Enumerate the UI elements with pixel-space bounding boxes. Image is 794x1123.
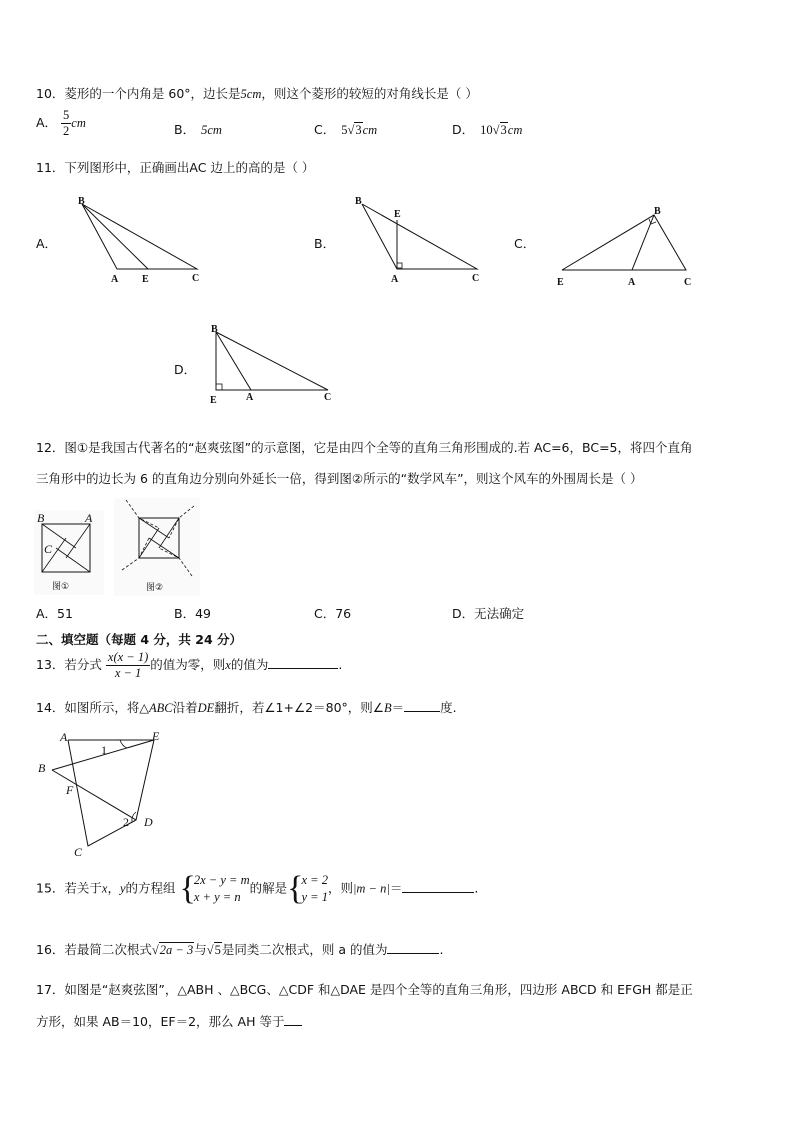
svg-text:C: C [324,392,332,403]
q13-answer-blank[interactable] [268,656,338,669]
q11-option-b-label[interactable]: B． [314,236,336,251]
svg-text:A: A [628,277,636,288]
svg-text:A: A [246,392,254,403]
svg-text:B: B [654,206,661,217]
q13-fraction: $\frac{x(x - 1)}{x - 1}$ [107,650,149,680]
q15-answer-blank[interactable] [402,880,474,893]
q10-stem: 10．菱形的一个内角是 60°，边长是5cm，则这个菱形的较短的对角线长是（ ） [36,86,478,101]
svg-text:C: C [684,277,692,288]
svg-text:B: B [211,324,218,335]
svg-text:E: E [152,729,160,743]
svg-text:图①: 图① [52,582,70,592]
svg-text:B: B [37,511,45,525]
q10-option-d[interactable]: D． 10√3cm [452,122,523,137]
q15: 15．若关于x，y的方程组 { 2x − y = m x + y = n 的解是{ x = 2 y = 1 ，则|m − n|＝ . [36,870,479,907]
q12-option-c[interactable]: C．76 [314,606,352,621]
q12-stem-line1: 12．图①是我国古代著名的“赵爽弦图”的示意图，它是由四个全等的直角三角形围成的.若 AC=6，BC=5，将四个直角 [36,440,693,455]
q16-answer-blank[interactable] [387,941,439,954]
svg-text:B: B [38,761,46,775]
svg-text:E: E [557,277,564,288]
q17-stem-line1: 17．如图是“赵爽弦图”，△ABH 、△BCG、△CDF 和△DAE 是四个全等的直角三角形，四边形 ABCD 和 EFGH 都是正 [36,982,693,997]
q12-option-a[interactable]: A．51 [36,606,73,621]
svg-text:1: 1 [101,743,107,757]
q17-stem-line2: 方形，如果 AB＝10，EF＝2，那么 AH 等于 [36,1012,302,1030]
svg-text:A: A [85,511,93,525]
q15-solution: x = 2 y = 1 [301,873,328,904]
svg-text:E: E [210,395,217,406]
svg-text:E: E [394,209,401,220]
q11-option-c-label[interactable]: C． [514,236,536,251]
svg-text:B: B [78,196,85,207]
q10-option-c[interactable]: C． 5√3cm [314,122,378,137]
svg-text:C: C [44,542,53,556]
q11-figure-b [350,192,490,292]
svg-text:A: A [60,730,68,744]
q11-option-d-label[interactable]: D． [174,362,197,377]
q10-option-a-fraction: $\frac{5}{2}$ [63,108,70,138]
q11-figure-a [70,192,210,292]
svg-text:C: C [472,273,480,284]
q12-figure-2 [114,498,200,596]
q17-answer-blank[interactable] [284,1013,302,1026]
q10-option-a[interactable]: A． $\frac{5}{2}$ cm [36,108,86,138]
svg-text:B: B [355,196,362,207]
q14-figure [36,726,176,862]
svg-text:2: 2 [123,815,129,829]
q11-figure-d [200,320,350,410]
q13: 13．若分式 $\frac{x(x - 1)}{x - 1}$ 的值为零，则x的值为 . [36,650,343,680]
q12-option-d[interactable]: D．无法确定 [452,606,525,621]
q12-figure-1 [34,510,104,595]
q16: 16．若最简二次根式√2a − 3与√5是同类二次根式，则 a 的值为 . [36,942,444,957]
svg-text:A: A [391,274,399,285]
q14-answer-blank[interactable] [404,699,440,712]
svg-text:C: C [192,273,200,284]
svg-text:F: F [66,783,74,797]
q10-option-b[interactable]: B． 5cm [174,122,222,137]
section-heading-fill-in: 二、填空题（每题 4 分，共 24 分） [36,632,243,647]
q11-option-a-label[interactable]: A． [36,236,58,251]
svg-text:C: C [74,845,83,859]
q15-system: 2x − y = m x + y = n [193,873,250,904]
q12-option-b[interactable]: B．49 [174,606,211,621]
q12-stem-line2: 三角形中的边长为 6 的直角边分别向外延长一倍，得到图②所示的“数学风车”，则这个风车的外围周长是（ ） [36,471,643,486]
svg-text:A: A [111,274,119,285]
q10-length: 5cm [240,87,262,101]
q11-stem: 11．下列图形中，正确画出AC 边上的高的是（ ） [36,160,315,175]
svg-text:图②: 图② [146,583,164,593]
svg-text:D: D [144,815,153,829]
q14-stem: 14．如图所示，将△ABC沿着DE翻折，若∠1+∠2＝80°，则∠B＝ 度. [36,700,457,715]
q11-figure-c [550,200,710,295]
svg-text:E: E [142,274,149,285]
